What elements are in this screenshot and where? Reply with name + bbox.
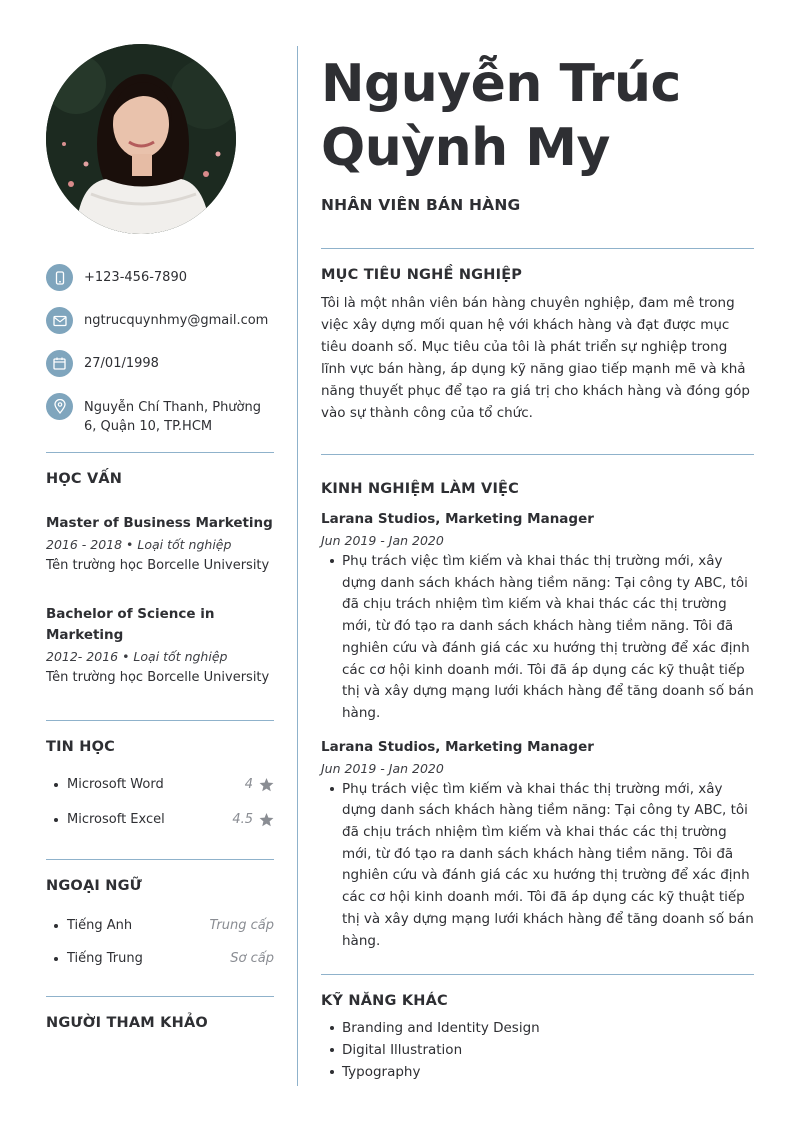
divider [46, 996, 274, 997]
job-title: Larana Studios, Marketing Manager [321, 738, 594, 755]
job-description: Phụ trách việc tìm kiếm và khai thác thị trường mới, xây dựng danh sách khách hàng tiềm năng: Tại công ty ABC, tôi đã chịu trách nhiệm tìm kiếm và khai thác các thị trường mới, từ đó tạo ra danh sách khách hàng tiềm năng. Tôi đã nghiên cứu và đánh giá các xu hướng thị trường để xác định các cơ hội kinh doanh mới. Tôi đã áp dụng các kỹ thuật tiếp thị và xây dựng mạng lưới khách hàng để tăng doanh số bán hàng. [342, 780, 754, 949]
education-heading: HỌC VẤN [46, 471, 123, 487]
star-icon [259, 813, 274, 827]
list-item: Branding and Identity Design [321, 1017, 754, 1039]
contact-birthday [46, 350, 274, 377]
calendar-icon [46, 350, 73, 377]
it-skill-item [46, 812, 274, 827]
school: Tên trường học Borcelle University [46, 558, 270, 573]
it-skill-item [46, 777, 274, 792]
education-item [46, 513, 274, 576]
language-level: Sơ cấp [230, 951, 274, 966]
divider [46, 720, 274, 721]
other-skills-heading: KỸ NĂNG KHÁC [321, 993, 448, 1010]
avatar [46, 44, 236, 234]
contact-list [46, 264, 274, 436]
job-description: Phụ trách việc tìm kiếm và khai thác thị trường mới, xây dựng danh sách khách hàng tiềm năng: Tại công ty ABC, tôi đã chịu trách nhiệm tìm kiếm và khai thác các thị trường mới, từ đó tạo ra danh sách khách hàng tiềm năng. Tôi đã nghiên cứu và đánh giá các xu hướng thị trường để xác định các cơ hội kinh doanh mới. Tôi đã áp dụng các kỹ thuật tiếp thị và xây dựng mạng lưới khách hàng để tăng doanh số bán hàng. [342, 553, 754, 721]
full-name [321, 52, 754, 180]
phone-text: +123-456-7890 [84, 270, 187, 285]
column-divider [297, 46, 298, 1086]
divider [321, 248, 754, 249]
job-item [321, 509, 754, 725]
mail-icon [46, 307, 73, 334]
skill-rating: 4.5 [232, 812, 253, 827]
contact-email [46, 307, 274, 334]
language-level: Trung cấp [209, 918, 274, 933]
degree: Master of Business Marketing [46, 515, 273, 531]
phone-icon [46, 264, 73, 291]
job-date: Jun 2019 - Jan 2020 [321, 760, 444, 776]
objective-heading: MỤC TIÊU NGHỀ NGHIỆP [321, 267, 523, 283]
job-role: NHÂN VIÊN BÁN HÀNG [321, 196, 521, 214]
name-line-2: Quỳnh My [321, 118, 610, 178]
sidebar [46, 44, 274, 1031]
job-title: Larana Studios, Marketing Manager [321, 511, 594, 527]
school: Tên trường học Borcelle University [46, 670, 270, 685]
main-content [321, 52, 754, 1083]
job-date: Jun 2019 - Jan 2020 [321, 533, 444, 548]
it-skills-heading: TIN HỌC [46, 739, 115, 755]
education-date: 2012- 2016 • Loại tốt nghiệp [46, 649, 228, 664]
education-item [46, 604, 274, 688]
experience-heading: KINH NGHIỆM LÀM VIỆC [321, 481, 520, 497]
divider [321, 454, 754, 455]
education-date: 2016 - 2018 • Loại tốt nghiệp [46, 537, 232, 552]
email-text: ngtrucquynhmy@gmail.com [84, 313, 269, 328]
contact-address [46, 393, 274, 436]
degree: Bachelor of Science in Marketing [46, 606, 215, 643]
languages-heading: NGOẠI NGỮ [46, 878, 142, 894]
divider [46, 452, 274, 453]
contact-phone [46, 264, 274, 291]
it-skills-list [46, 777, 274, 827]
divider [46, 859, 274, 860]
languages-list [46, 918, 274, 966]
language-name: Tiếng Anh [67, 918, 133, 933]
language-item [46, 951, 274, 966]
divider [321, 974, 754, 975]
other-skills-list [321, 1017, 754, 1083]
list-item: Typography [321, 1061, 754, 1083]
list-item: Digital Illustration [321, 1039, 754, 1061]
language-name: Tiếng Trung [67, 951, 143, 966]
location-icon [46, 393, 73, 420]
star-icon [259, 778, 274, 792]
language-item [46, 918, 274, 933]
job-item [321, 737, 754, 953]
name-line-1: Nguyễn Trúc [321, 54, 681, 114]
address-text: Nguyễn Chí Thanh, Phường 6, Quận 10, TP.HCM [84, 400, 261, 434]
references-heading: NGƯỜI THAM KHẢO [46, 1015, 208, 1031]
objective-text: Tôi là một nhân viên bán hàng chuyên nghiệp, đam mê trong việc xây dựng mối quan hệ với khách hàng và đạt được mục tiêu doanh số. Mục tiêu của tôi là phát triển sự nghiệp trong lĩnh vực bán hàng, áp dụng kỹ năng giao tiếp mạnh mẽ và khả năng thuyết phục để tạo ra giá trị cho khách hàng và đóng góp vào sự thành công của tổ chức. [321, 295, 750, 421]
skill-rating: 4 [244, 777, 253, 792]
birthday-text: 27/01/1998 [84, 356, 159, 371]
skill-name: Microsoft Excel [67, 812, 165, 827]
education-list [46, 513, 274, 688]
skill-name: Microsoft Word [67, 777, 164, 792]
